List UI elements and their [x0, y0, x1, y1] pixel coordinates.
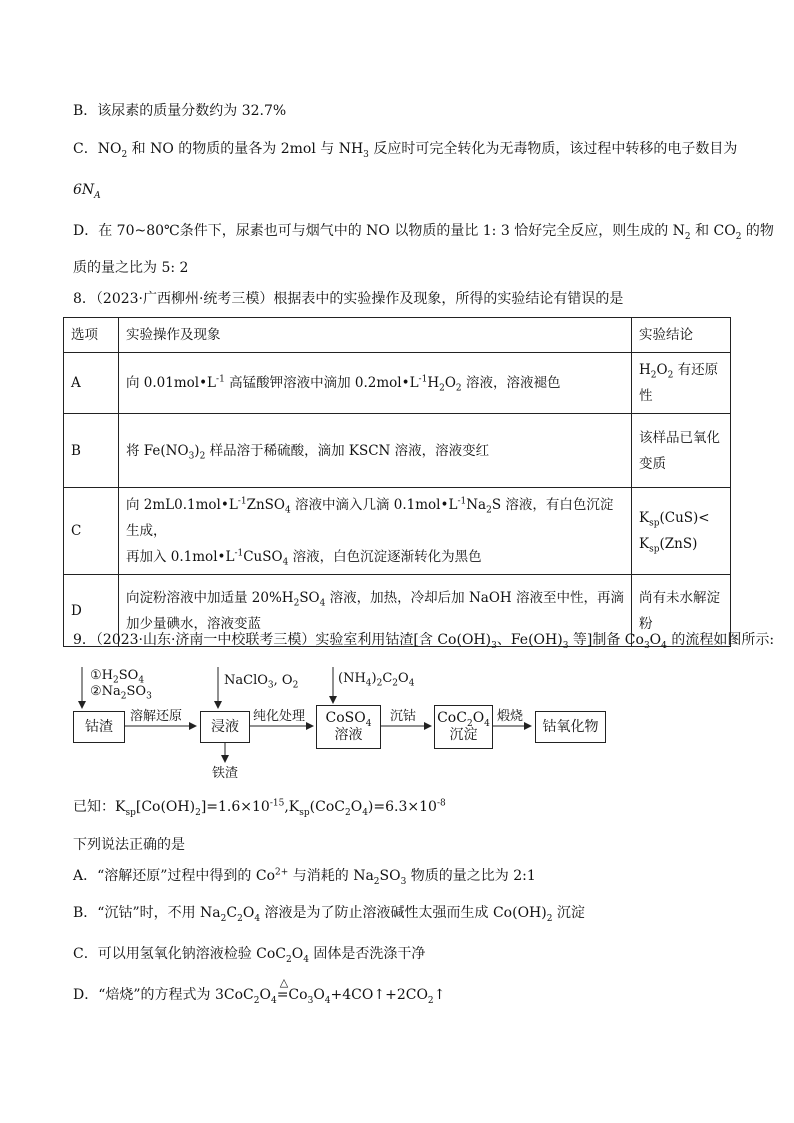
row-a-conclusion: $H_2O_2$ 有还原性 — [632, 353, 731, 414]
step-calcine: 煅烧 — [497, 709, 524, 724]
box-cobalt-residue: 钴渣 — [73, 711, 125, 743]
reagent-2: $②Na_2SO_3$ — [90, 684, 152, 702]
q9-option-b: B．“沉钴”时，不用 $Na_2C_2O_4$ 溶液是为了防止溶液碱性太强而生成 $Co(OH)_2$ 沉淀 — [73, 905, 585, 924]
option-c-line2: $6N_A$ — [73, 182, 101, 201]
reagent-right: $(NH_4)_2C_2O_4$ — [338, 671, 415, 689]
step-purify: 纯化处理 — [253, 709, 306, 724]
box-coc2o4-precipitate: $CoC_2O_4$ 沉淀 — [434, 705, 493, 749]
step-dissolve-reduce: 溶解还原 — [130, 709, 183, 724]
row-a-option: A — [64, 353, 119, 414]
option-b: B．该尿素的质量分数约为 32.7% — [73, 103, 287, 119]
q9-option-d: D．“焙烧”的方程式为 $3CoC_2O_4$ △ $=Co_3O_4+4CO↑+2CO_2↑$ — [73, 985, 445, 1005]
row-d-conclusion: 尚有未水解淀粉 — [632, 575, 731, 647]
q9-option-c: C．可以用氢氧化钠溶液检验 $CoC_2O_4$ 固体是否洗涤干净 — [73, 946, 426, 965]
row-c-option: C — [64, 488, 119, 575]
question-9-ask: 下列说法正确的是 — [73, 837, 185, 853]
option-d-line2: 质的量之比为 5: 2 — [73, 260, 189, 276]
step-precipitate: 沉钴 — [390, 709, 417, 724]
q9-option-a: A．“溶解还原”过程中得到的 $Co^{2+}$ 与消耗的 $Na_2SO_3$ 物质的量之比为 2:1 — [73, 867, 536, 887]
question-9-stem: 9．（2023·山东·济南一中校联考三模）实验室利用钴渣[含 $Co(OH)_3$、$Fe(OH)_3$ 等]制备 $Co_3O_4$ 的流程如图所示: — [73, 632, 775, 651]
row-c-conclusion: $K_{sp}(CuS)<$ $K_{sp}(ZnS)$ — [632, 488, 731, 575]
iron-residue: 铁渣 — [212, 766, 239, 781]
row-b-operation: 将 $Fe(NO_3)_2$ 样品溶于稀硫酸，滴加 KSCN 溶液，溶液变红 — [119, 414, 632, 488]
box-cobalt-oxide: 钴氧化物 — [535, 711, 606, 743]
row-a-operation: 向 $0.01mol•L^{-1}$ 高锰酸钾溶液中滴加 $0.2mol•L^{-1}H_2O_2$ 溶液，溶液褪色 — [119, 353, 632, 414]
question-8-stem: 8．（2023·广西柳州·统考三模）根据表中的实验操作及现象，所得的实验结论有错误的是 — [73, 291, 624, 307]
reagent-mid: NaClO$_3$, $O_2$ — [224, 673, 299, 691]
row-b-option: B — [64, 414, 119, 488]
row-b-conclusion: 该样品已氧化变质 — [632, 414, 731, 488]
box-coso4-solution: CoSO$_4$ 溶液 — [316, 705, 381, 749]
header-conclusion: 实验结论 — [632, 318, 731, 353]
box-leachate: 浸液 — [200, 711, 250, 743]
heat-symbol: △ — [279, 976, 289, 989]
reagent-1: $①H_2SO_4$ — [90, 668, 145, 686]
row-d-option: D — [64, 575, 119, 647]
option-d-line1: D．在 70~80℃条件下，尿素也可与烟气中的 NO 以物质的量比 1: 3 恰好完全反应，则生成的 $N_2$ 和 $CO_2$ 的物 — [73, 223, 774, 242]
row-d-operation: 向淀粉溶液中加适量 $20\%H_2SO_4$ 溶液，加热，冷却后加 NaOH 溶液至中性，再滴加少量碘水，溶液变蓝 — [119, 575, 632, 647]
option-c-line1: C．$NO_2$ 和 NO 的物质的量各为 2mol 与 $NH_3$ 反应时可完全转化为无毒物质，该过程中转移的电子数目为 — [73, 141, 738, 160]
row-c-operation: 向 $2mL0.1mol•L^{-1}ZnSO_4$ 溶液中滴入几滴 $0.1mol•L^{-1}Na_2S$ 溶液，有白色沉淀生成， 再加入 $0.1mol•L^{-1}CuSO_4$ 溶液，白色沉淀逐渐转化为黑色 — [119, 488, 632, 575]
known-ksp: 已知：$K_{sp}[Co(OH)_2]=1.6\times 10^{-15},K_{sp}(CoC_2O_4)=6.3\times 10^{-8}$ — [73, 798, 446, 818]
header-option: 选项 — [64, 318, 119, 353]
header-operation: 实验操作及现象 — [119, 318, 632, 353]
